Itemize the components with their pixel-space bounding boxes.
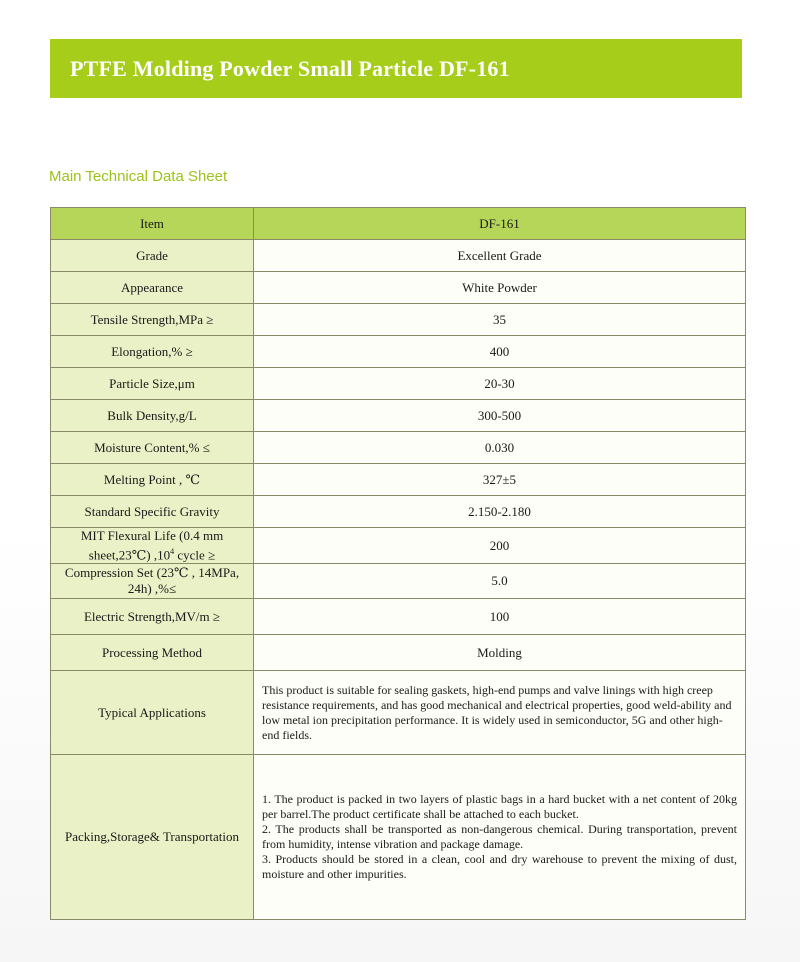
row-value: 35 (254, 304, 746, 336)
header-item: Item (51, 208, 254, 240)
row-value: 20-30 (254, 368, 746, 400)
row-label: Packing,Storage& Transportation (51, 755, 254, 920)
table-header-row (51, 208, 746, 240)
title-banner (50, 39, 742, 98)
table-row (51, 304, 746, 336)
table-row (51, 336, 746, 368)
row-label: Elongation,% ≥ (51, 336, 254, 368)
table-row (51, 464, 746, 496)
row-value: Excellent Grade (254, 240, 746, 272)
table-row (51, 564, 746, 599)
row-label-text: MIT Flexural Life (0.4 mm sheet,23℃) ,10 (80, 528, 224, 563)
row-label: Typical Applications (51, 671, 254, 755)
packing-line: 1. The product is packed in two layers of plastic bags in a hard bucket with a net content of 20kg per barrel.The product certificate shall be attached to each bucket. (262, 792, 737, 822)
row-label-superscript: 4 (170, 547, 175, 556)
table-row (51, 432, 746, 464)
row-label: Grade (51, 240, 254, 272)
row-label: Electric Strength,MV/m ≥ (51, 599, 254, 635)
row-value: 100 (254, 599, 746, 635)
table-row (51, 272, 746, 304)
row-value: 0.030 (254, 432, 746, 464)
row-value: 400 (254, 336, 746, 368)
row-label: Moisture Content,% ≤ (51, 432, 254, 464)
row-value: 2.150-2.180 (254, 496, 746, 528)
row-value: 5.0 (254, 564, 746, 599)
table-row (51, 599, 746, 635)
row-value: 300-500 (254, 400, 746, 432)
section-title: Main Technical Data Sheet (49, 168, 228, 185)
row-label: Processing Method (51, 635, 254, 671)
table-row (51, 368, 746, 400)
table-row (51, 755, 746, 920)
row-label: Tensile Strength,MPa ≥ (51, 304, 254, 336)
row-value: This product is suitable for sealing gaskets, high-end pumps and valve linings with high creep resistance requirements, and has good mechanical and electrical properties, good weld-ability and low metal ion precipitation performance. It is widely used in semiconductor, 5G and other high-end fields. (254, 671, 746, 755)
row-value (254, 755, 746, 920)
table-row (51, 635, 746, 671)
row-label: Particle Size,μm (51, 368, 254, 400)
technical-data-table (50, 207, 746, 920)
page-title: PTFE Molding Powder Small Particle DF-161 (70, 55, 510, 81)
row-label: Standard Specific Gravity (51, 496, 254, 528)
row-value: 327±5 (254, 464, 746, 496)
table-row (51, 240, 746, 272)
row-value: White Powder (254, 272, 746, 304)
packing-line: 2. The products shall be transported as non-dangerous chemical. During transportation, prevent from humidity, intense vibration and package damage. (262, 822, 737, 852)
row-label: Appearance (51, 272, 254, 304)
row-label-text: cycle ≥ (174, 547, 216, 563)
table-row (51, 671, 746, 755)
row-label: Melting Point , ℃ (51, 464, 254, 496)
packing-line: 3. Products should be stored in a clean, cool and dry warehouse to prevent the mixing of dust, moisture and other impurities. (262, 852, 737, 882)
header-product: DF-161 (254, 208, 746, 240)
row-value: 200 (254, 528, 746, 564)
table-row (51, 528, 746, 564)
row-label (51, 528, 254, 564)
row-value: Molding (254, 635, 746, 671)
table-row (51, 400, 746, 432)
row-label: Compression Set (23℃ , 14MPa, 24h) ,%≤ (51, 564, 254, 599)
table-row (51, 496, 746, 528)
row-label: Bulk Density,g/L (51, 400, 254, 432)
